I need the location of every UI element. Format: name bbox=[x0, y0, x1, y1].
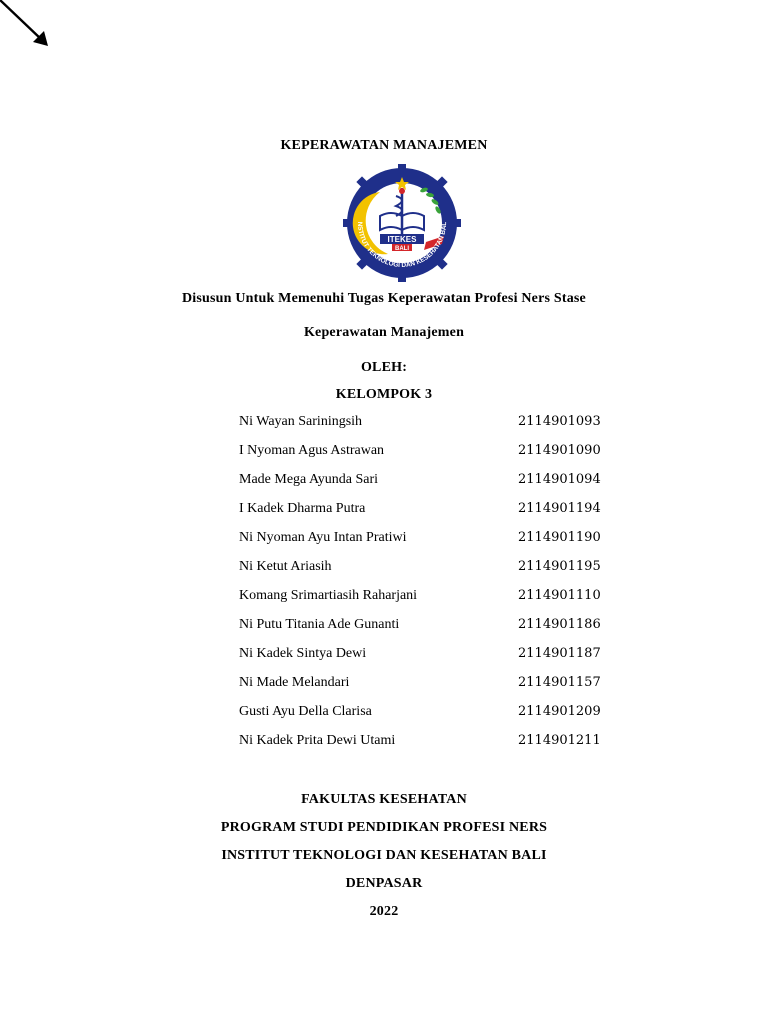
member-nim: 2114901090 bbox=[518, 443, 601, 458]
member-nim: 2114901094 bbox=[518, 472, 601, 487]
member-list bbox=[239, 414, 619, 762]
member-name: Ni Nyoman Ayu Intan Pratiwi bbox=[239, 530, 407, 545]
program-name: PROGRAM STUDI PENDIDIKAN PROFESI NERS bbox=[220, 820, 548, 835]
logo-ring-text: NSTITUT TEKNOLOGI DAN KESEHATAN BAL bbox=[355, 221, 449, 270]
member-nim: 2114901190 bbox=[518, 530, 601, 545]
member-nim: 2114901194 bbox=[518, 501, 601, 516]
member-name: Made Mega Ayunda Sari bbox=[239, 472, 379, 487]
list-item bbox=[239, 617, 619, 646]
group-label: KELOMPOK 3 bbox=[335, 387, 433, 402]
member-name: Ni Made Melandari bbox=[239, 675, 350, 690]
member-nim: 2114901187 bbox=[518, 646, 601, 661]
document-title: KEPERAWATAN MANAJEMEN bbox=[280, 138, 488, 153]
list-item bbox=[239, 675, 619, 704]
year: 2022 bbox=[369, 904, 399, 919]
list-item bbox=[239, 704, 619, 733]
list-item bbox=[239, 646, 619, 675]
list-item bbox=[239, 733, 619, 762]
member-name: Ni Kadek Sintya Dewi bbox=[239, 646, 367, 661]
logo-badge-sub: BALI bbox=[395, 246, 409, 252]
member-nim: 2114901110 bbox=[518, 588, 601, 603]
purpose-line-2: Keperawatan Manajemen bbox=[303, 325, 465, 340]
by-label: OLEH: bbox=[360, 360, 408, 375]
purpose-line-1: Disusun Untuk Memenuhi Tugas Keperawatan Profesi Ners Stase bbox=[182, 291, 586, 306]
member-nim: 2114901186 bbox=[518, 617, 601, 632]
arrow-cursor-icon bbox=[0, 0, 60, 60]
list-item bbox=[239, 472, 619, 501]
logo-badge-text: ITEKES bbox=[387, 235, 417, 244]
list-item bbox=[239, 530, 619, 559]
list-item bbox=[239, 588, 619, 617]
member-name: I Nyoman Agus Astrawan bbox=[239, 443, 385, 458]
member-nim: 2114901211 bbox=[518, 733, 601, 748]
itekes-bali-logo bbox=[340, 164, 464, 282]
member-name: Ni Wayan Sariningsih bbox=[239, 414, 363, 429]
institute-name: INSTITUT TEKNOLOGI DAN KESEHATAN BALI bbox=[221, 848, 547, 863]
member-nim: 2114901209 bbox=[518, 704, 601, 719]
member-nim: 2114901195 bbox=[518, 559, 601, 574]
list-item bbox=[239, 443, 619, 472]
list-item bbox=[239, 559, 619, 588]
member-name: Komang Srimartiasih Raharjani bbox=[239, 588, 418, 603]
member-name: Ni Ketut Ariasih bbox=[239, 559, 332, 574]
member-name: Gusti Ayu Della Clarisa bbox=[239, 704, 372, 719]
list-item bbox=[239, 501, 619, 530]
faculty-name: FAKULTAS KESEHATAN bbox=[301, 792, 467, 807]
city-name: DENPASAR bbox=[345, 876, 423, 891]
list-item bbox=[239, 414, 619, 443]
member-name: Ni Kadek Prita Dewi Utami bbox=[239, 733, 396, 748]
member-name: I Kadek Dharma Putra bbox=[239, 501, 366, 516]
member-nim: 2114901093 bbox=[518, 414, 601, 429]
member-nim: 2114901157 bbox=[518, 675, 601, 690]
member-name: Ni Putu Titania Ade Gunanti bbox=[239, 617, 400, 632]
